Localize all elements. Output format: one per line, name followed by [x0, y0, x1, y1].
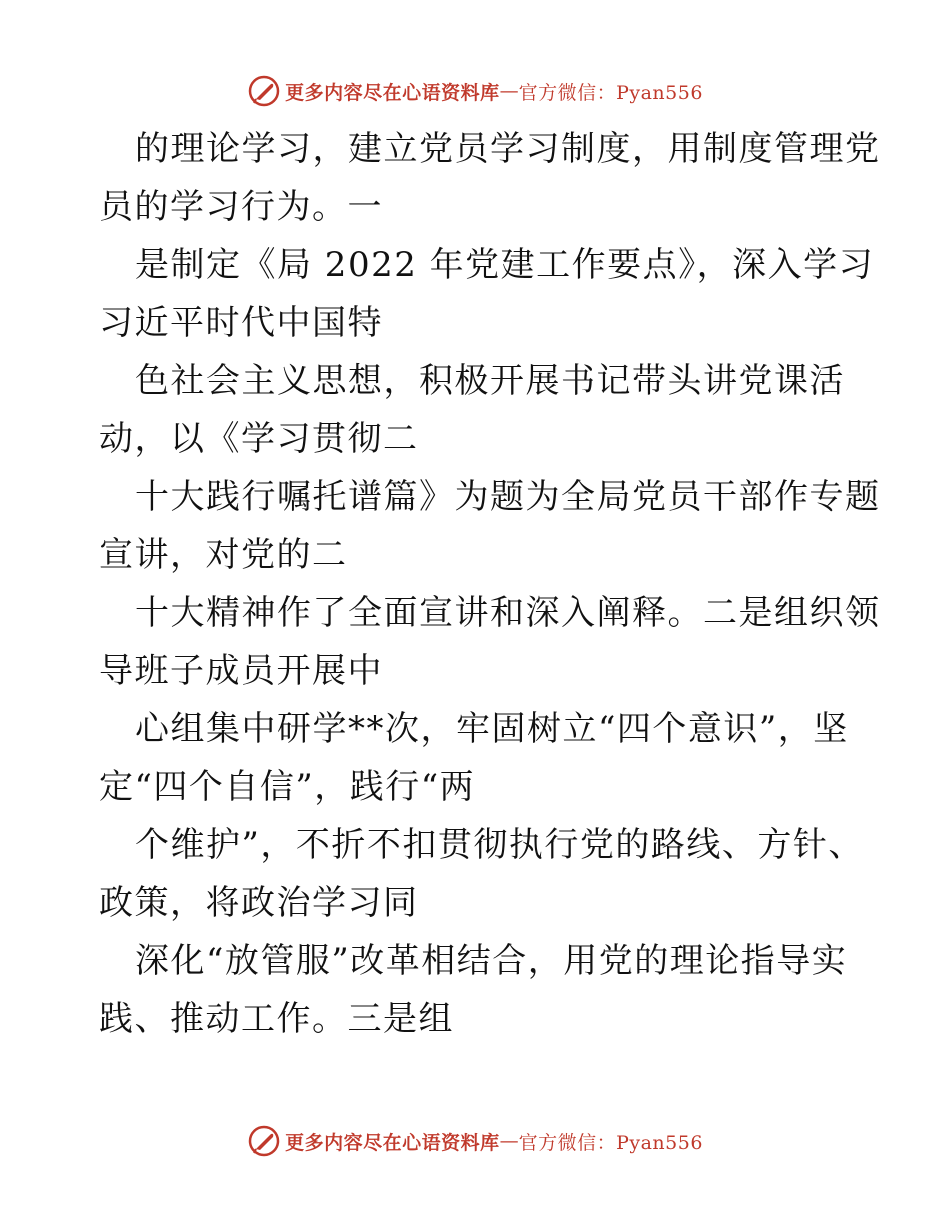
body-line: 色社会主义思想，积极开展书记带头讲党课活 [135, 361, 845, 401]
body-line: 习近平时代中国特 [99, 303, 383, 343]
document-body [99, 120, 881, 1048]
watermark-site-text: 更多内容尽在心语资料库 [285, 81, 500, 104]
header-watermark [0, 71, 950, 111]
body-line: 宣讲，对党的二 [99, 535, 348, 575]
footer-watermark [0, 1121, 950, 1161]
watermark-dash: — [499, 80, 519, 102]
body-line: 员的学习行为。一 [99, 187, 383, 227]
quill-pen-logo-icon [247, 74, 281, 108]
body-line: 的理论学习，建立党员学习制度，用制度管理党 [135, 129, 881, 169]
body-line: 十大践行嘱托谱篇》为题为全局党员干部作专题 [135, 477, 881, 517]
body-line: 深化“放管服”改革相结合，用党的理论指导实 [135, 941, 848, 981]
body-line: 十大精神作了全面宣讲和深入阐释。二是组织领 [135, 593, 881, 633]
body-line: 政策，将政治学习同 [99, 883, 419, 923]
quill-pen-logo-icon [247, 1124, 281, 1158]
body-line: 定“四个自信”，践行“两 [99, 767, 476, 807]
body-line: 动，以《学习贯彻二 [99, 419, 419, 459]
body-line: 是制定《局 2022 年党建工作要点》，深入学习 [135, 245, 875, 285]
watermark-contact: 官方微信：Pyan556 [518, 1131, 703, 1154]
body-line: 个维护”，不折不扣贯彻执行党的路线、方针、 [135, 825, 864, 865]
watermark-site-text: 更多内容尽在心语资料库 [285, 1131, 500, 1154]
body-line: 践、推动工作。三是组 [99, 999, 454, 1039]
body-line: 心组集中研学**次，牢固树立“四个意识”，坚 [135, 709, 849, 749]
watermark-dash: — [499, 1130, 519, 1152]
body-line: 导班子成员开展中 [99, 651, 383, 691]
watermark-contact: 官方微信：Pyan556 [518, 81, 703, 104]
